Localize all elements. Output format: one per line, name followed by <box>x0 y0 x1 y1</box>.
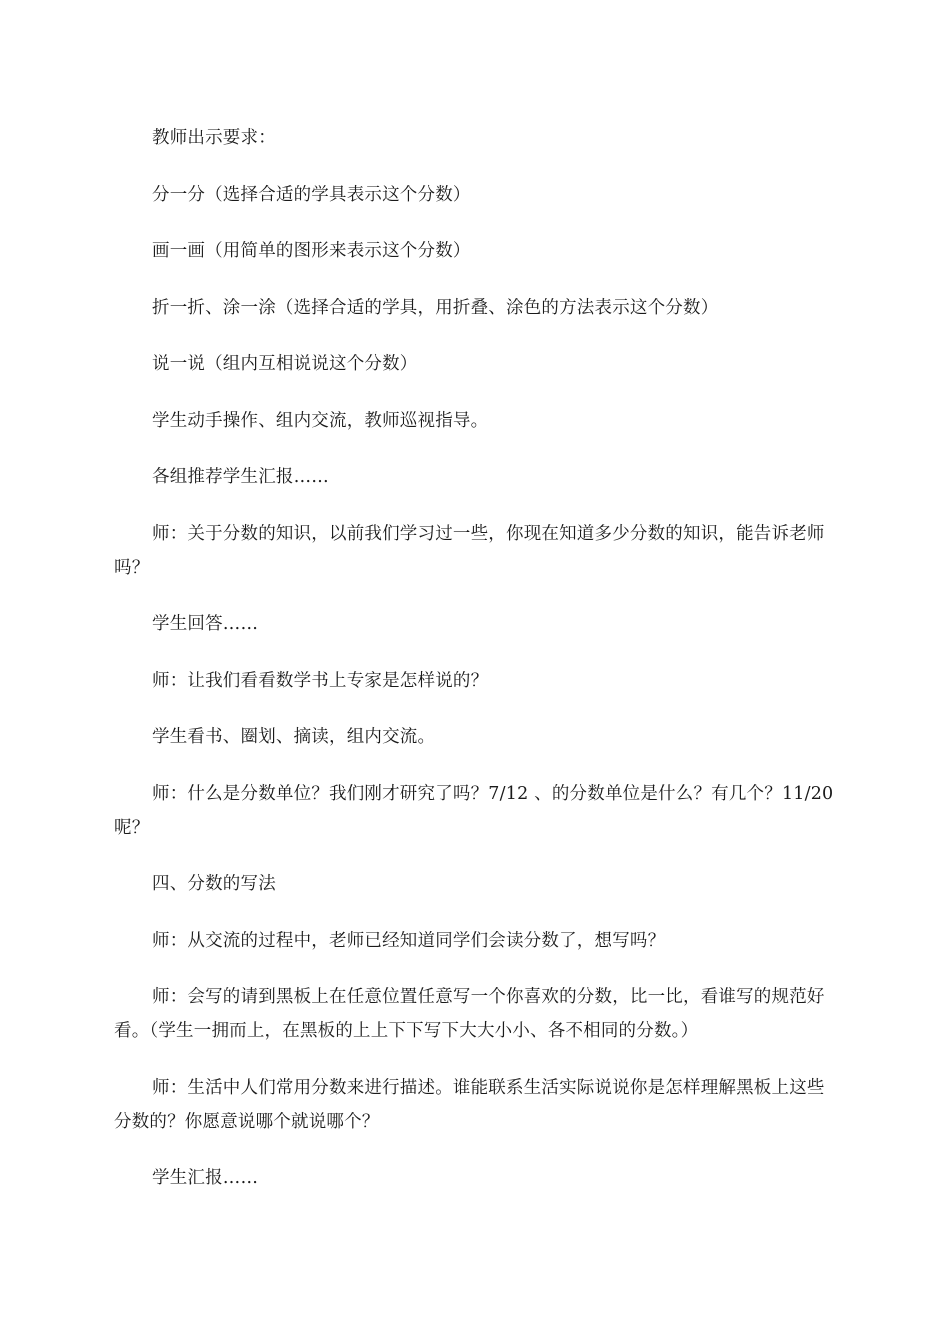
paragraph-student-operation: 学生动手操作、组内交流，教师巡视指导。 <box>152 411 489 431</box>
paragraph-teacher-unit: 师：什么是分数单位？我们刚才研究了吗？7/12 、的分数单位是什么？有几个？11/20 呢？ <box>114 784 834 838</box>
paragraph-teacher-question-knowledge: 师：关于分数的知识，以前我们学习过一些，你现在知道多少分数的知识，能告诉老师吗？ <box>114 524 825 578</box>
paragraph-student-answer: 学生回答…… <box>152 614 259 634</box>
paragraph-teacher-blackboard: 师：会写的请到黑板上在任意位置任意写一个你喜欢的分数，比一比，看谁写的规范好看。（学生一拥而上，在黑板的上上下下写下大大小小、各不相同的分数。） <box>114 987 825 1041</box>
paragraph-student-read: 学生看书、圈划、摘读，组内交流。 <box>152 727 436 747</box>
paragraph-teacher-book: 师：让我们看看数学书上专家是怎样说的？ <box>152 671 489 691</box>
paragraph-teacher-write: 师：从交流的过程中，老师已经知道同学们会读分数了，想写吗？ <box>152 931 666 951</box>
paragraph-teacher-life: 师：生活中人们常用分数来进行描述。谁能联系生活实际说说你是怎样理解黑板上这些分数的？你愿意说哪个就说哪个？ <box>114 1078 825 1132</box>
paragraph-group-report: 各组推荐学生汇报…… <box>152 467 329 487</box>
paragraph-student-report: 学生汇报…… <box>152 1168 259 1188</box>
paragraph-draw: 画一画（用简单的图形来表示这个分数） <box>152 241 471 261</box>
paragraph-divide: 分一分（选择合适的学具表示这个分数） <box>152 185 471 205</box>
section-heading-writing: 四、分数的写法 <box>152 874 276 894</box>
paragraph-fold-color: 折一折、涂一涂（选择合适的学具，用折叠、涂色的方法表示这个分数） <box>152 298 719 318</box>
paragraph-teacher-requirements: 教师出示要求： <box>152 128 276 148</box>
paragraph-say: 说一说（组内互相说说这个分数） <box>152 354 418 374</box>
